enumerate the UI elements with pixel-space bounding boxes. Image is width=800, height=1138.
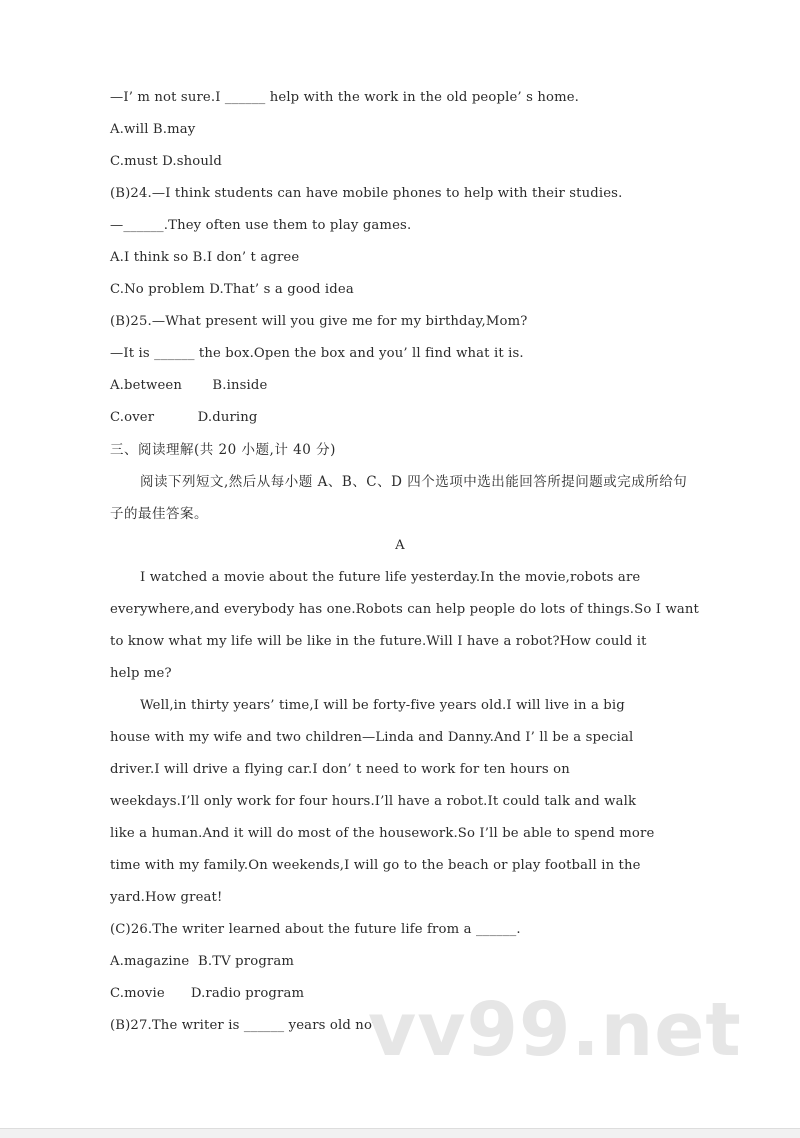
passage-title: A: [395, 538, 405, 553]
q24-options-ab: A.I think so B.I don’ t agree: [110, 250, 300, 265]
q25-options-cd: C.over D.during: [110, 410, 258, 425]
passage-line: house with my wife and two children—Linda and Danny.And I’ ll be a special: [110, 730, 634, 745]
q26-question: (C)26.The writer learned about the future life from a ______.: [110, 922, 521, 937]
q24-answer-line: —______.They often use them to play games.: [110, 218, 412, 233]
passage-line: weekdays.I’ll only work for four hours.I’ll have a robot.It could talk and walk: [110, 794, 637, 809]
passage-line: Well,in thirty years’ time,I will be forty-five years old.I will live in a big: [140, 698, 625, 713]
passage-line: to know what my life will be like in the future.Will I have a robot?How could it: [110, 634, 647, 649]
passage-line: I watched a movie about the future life yesterday.In the movie,robots are: [140, 570, 641, 585]
q24-question: (B)24.—I think students can have mobile phones to help with their studies.: [110, 186, 623, 201]
q23-options-ab: A.will B.may: [110, 122, 196, 137]
section-instructions-cont: 子的最佳答案。: [110, 506, 208, 522]
q24-options-cd: C.No problem D.That’ s a good idea: [110, 282, 354, 297]
q26-options-cd: C.movie D.radio program: [110, 986, 305, 1001]
q25-answer-line: —It is ______ the box.Open the box and you’ ll find what it is.: [110, 346, 524, 361]
section-instructions: 阅读下列短文,然后从每小题 A、B、C、D 四个选项中选出能回答所提问题或完成所给句: [140, 474, 688, 490]
q23-answer-line: —I’ m not sure.I ______ help with the work in the old people’ s home.: [110, 90, 580, 105]
watermark-text: vv99.net: [368, 987, 742, 1073]
passage-line: like a human.And it will do most of the housework.So I’ll be able to spend more: [110, 826, 655, 841]
passage-line: help me?: [110, 666, 172, 681]
q27-question: (B)27.The writer is ______ years old now.: [110, 1018, 387, 1033]
q25-options-ab: A.between B.inside: [110, 378, 268, 393]
section-heading: 三、阅读理解(共 20 小题,计 40 分): [110, 442, 336, 458]
passage-line: driver.I will drive a flying car.I don’ t need to work for ten hours on: [110, 762, 570, 777]
passage-line: yard.How great!: [110, 890, 223, 905]
q26-options-ab: A.magazine B.TV program: [110, 954, 295, 969]
passage-line: everywhere,and everybody has one.Robots can help people do lots of things.So I want: [110, 602, 700, 617]
passage-line: time with my family.On weekends,I will go to the beach or play football in the: [110, 858, 641, 873]
q23-options-cd: C.must D.should: [110, 154, 222, 169]
q25-question: (B)25.—What present will you give me for my birthday,Mom?: [110, 314, 528, 329]
